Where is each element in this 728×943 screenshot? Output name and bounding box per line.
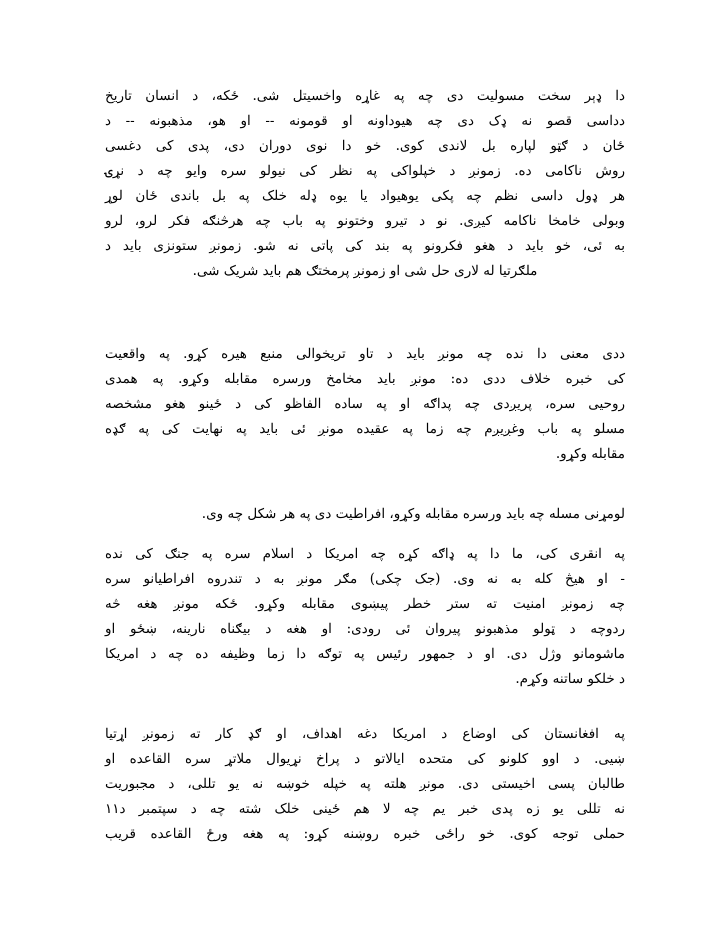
text-line: ددی معنی دا نده چه مونږ باید د تاو تریخوالی منبع هیره کړو. په واقعیت — [105, 346, 625, 362]
paragraph-2 — [105, 342, 625, 467]
text-line: به ئی، خو باید د هغو فکرونو په بند کی پاتی نه شو. زمونږ ستونزی باید د — [105, 238, 625, 254]
text-line: ځان د ګټو لپاره بل لاندی کوی. خو دا نوی دوران دی، پدی کی دغسی — [105, 138, 625, 154]
text-line: د خلکو ساتنه وکړم. — [515, 671, 625, 687]
text-line: حملی توجه کوی. خو راځی خبره روښنه کړو: په هغه ورځ القاعده قریب — [105, 826, 625, 842]
text-line: طالبان پسی اخیستی دی. مونږ هلته په خپله خوښه نه یو تللی، د مجبوریت — [105, 776, 625, 792]
text-line: نه تللی یو زه پدی خبر یم چه لا هم ځینی خلک شته چه د سپتمبر د۱۱ — [105, 801, 625, 817]
text-line: وبولی خامخا ناکامه کیږی. نو د تیرو وختونو په باب چه هرڅنګه فکر لرو، لرو — [105, 213, 625, 229]
text-line: ملګرتیا له لاری حل شی او زمونږ پرمختګ هم باید شریک شی. — [192, 263, 538, 279]
paragraph-3 — [105, 502, 625, 527]
text-line: په انقری کی، ما دا په ډاګه کړه چه امریکا د اسلام سره په جنګ کی نده — [105, 546, 625, 562]
paragraph-5 — [105, 722, 625, 847]
paragraph-4 — [105, 542, 625, 692]
text-line: چه زمونږ امنیت ته ستر خطر پیښوی مقابله وکړو. ځکه مونږ هغه څه — [105, 596, 625, 612]
text-line: په افغانستان کی اوضاع د امریکا دغه اهداف، او ګډ کار ته زمونږ اړتیا — [105, 726, 625, 742]
text-line: مسلو په باب وغږیږم چه زما په عقیده مونږ ئی باید په نهایت کی په ګډه — [105, 421, 625, 437]
text-line: هر ډول داسی نظم چه پکی یوهیواد یا یوه ډله خلک په بل باندی ځان لوړ — [105, 188, 625, 204]
text-line: مقابله وکړو. — [555, 446, 625, 462]
text-line: - او هیڅ کله به نه وی. (جک چکی) مګر مونږ به د تندروه افراطیانو سره — [105, 571, 625, 587]
text-line: دا ډېر سخت مسولیت دی چه په غاړه واخسیتل شی. ځکه، د انسان تاریخ — [105, 88, 625, 104]
paragraph-1 — [105, 84, 625, 284]
text-line: دداسی قصو نه ډک دی چه هیوداونه او قومونه -- او هو، مذهبونه -- د — [105, 113, 625, 129]
text-line: روحیی سره، پریږدی چه پداګه او په ساده الفاظو کی د ځینو هغو مشخصه — [105, 396, 625, 412]
text-line: کی خبره خلاف ددی ده: مونږ باید مخامخ ورسره مقابله وکړو. په همدی — [105, 371, 625, 387]
text-line: لومړنی مسله چه باید ورسره مقابله وکړو، افراطیت دی په هر شکل چه وی. — [201, 506, 625, 522]
text-line: ښیی. د اوو کلونو کی متحده ایالاتو د پراخ نړیوال ملاتړ سره القاعده او — [105, 751, 625, 767]
text-line: ماشومانو وژل دی. او د جمهور رئیس په توګه دا زما وظیفه ده چه د امریکا — [105, 646, 625, 662]
text-line: روش ناکامی ده. زمونږ د خپلواکی په نظر کی نیولو سره وایو چه د نړۍ — [105, 163, 625, 179]
text-line: ردوچه د ټولو مذهبونو پیروان ئی رودی: او هغه د بیګناه نارینه، ښځو او — [105, 621, 625, 637]
